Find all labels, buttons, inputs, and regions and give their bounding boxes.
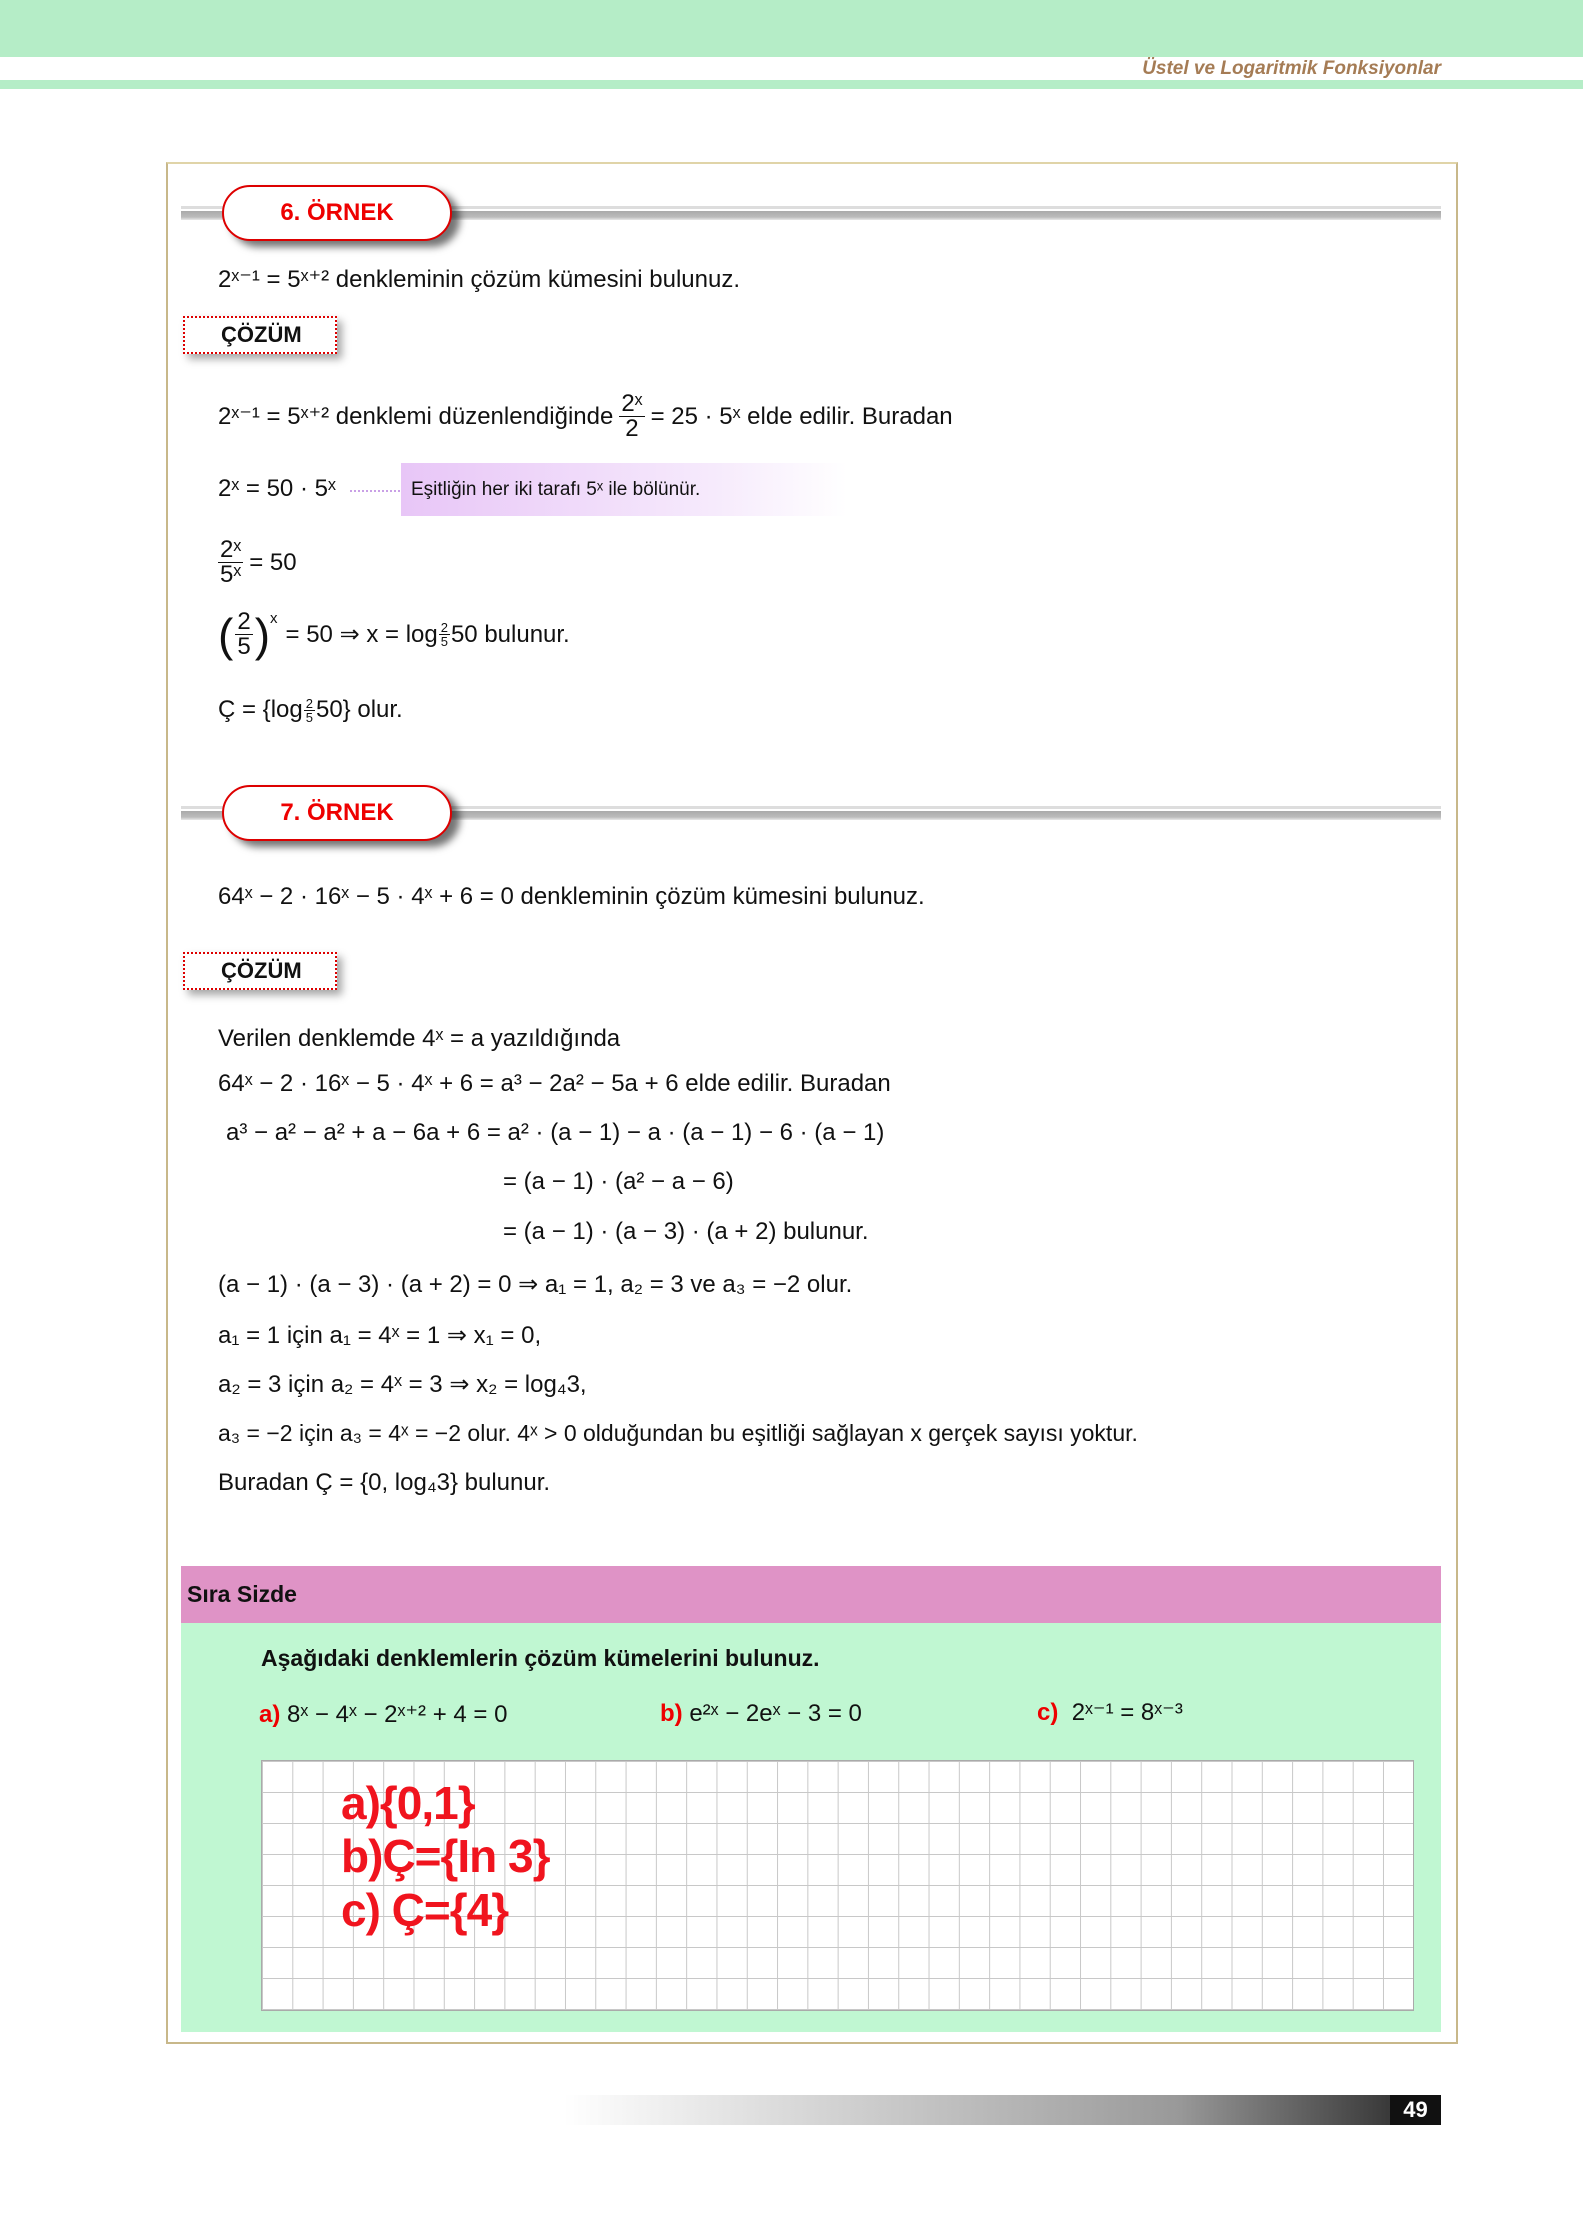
denominator: 5 [440, 634, 448, 649]
item-label: c) [1037, 1698, 1059, 1726]
exercise-item-b [660, 1700, 862, 1728]
chapter-title: Üstel ve Logaritmik Fonksiyonlar [1142, 58, 1441, 79]
paren: ( [218, 608, 234, 661]
item-equation: 8ˣ − 4ˣ − 2ˣ⁺² + 4 = 0 [287, 1701, 508, 1728]
denominator: 5 [305, 709, 313, 725]
text: = 25 · 5ˣ elde edilir. Buradan [650, 402, 953, 430]
text: 50 bulunur. [450, 620, 570, 648]
answer-b: b)Ç={In 3} [341, 1830, 550, 1882]
text: = 50 ⇒ x = log [285, 621, 438, 648]
page-number-bar [564, 2095, 1441, 2125]
exercise-instruction: Aşağıdaki denklemlerin çözüm kümelerini bulunuz. [261, 1645, 820, 1671]
denominator: 2 [625, 415, 639, 442]
example-7-label: 7. ÖRNEK [222, 785, 452, 841]
log-base [304, 697, 315, 724]
text: = 50 [249, 548, 297, 576]
top-band [0, 0, 1583, 57]
solution-line: 64ˣ − 2 · 16ˣ − 5 · 4ˣ + 6 = a³ − 2a² − 5a + 6 elde edilir. Buradan [218, 1070, 891, 1097]
solution-line: 2ˣ = 50 · 5ˣ [218, 475, 336, 502]
item-equation: 2ˣ⁻¹ = 8ˣ⁻³ [1071, 1699, 1183, 1726]
solution-label: ÇÖZÜM [183, 316, 337, 354]
solution-line: (a − 1) · (a − 3) · (a + 2) = 0 ⇒ a₁ = 1, a₂ = 3 ve a₃ = −2 olur. [218, 1271, 853, 1298]
text: Ç = {log [218, 696, 303, 723]
text: 2ˣ⁻¹ = 5ˣ⁺² denklemi düzenlendiğinde [218, 403, 614, 430]
fraction [218, 538, 243, 587]
numerator: 2ˣ [220, 536, 242, 563]
solution-line: = (a − 1) · (a − 3) · (a + 2) bulunur. [503, 1218, 869, 1245]
denominator: 5ˣ [220, 561, 242, 588]
fraction [235, 610, 252, 659]
exercise-title: Sıra Sizde [181, 1566, 1441, 1623]
example-6-question: 2ˣ⁻¹ = 5ˣ⁺² denkleminin çözüm kümesini bulunuz. [218, 266, 740, 293]
page-number: 49 [1390, 2095, 1441, 2125]
exercise-item-a [259, 1700, 507, 1729]
header-line [0, 80, 1583, 89]
solution-line [218, 538, 297, 587]
solution-line: a³ − a² − a² + a − 6a + 6 = a² · (a − 1) − a · (a − 1) − 6 · (a − 1) [226, 1119, 885, 1146]
answer-a: a){0,1} [341, 1777, 475, 1829]
solution-label: ÇÖZÜM [183, 952, 337, 990]
note-callout: Eşitliğin her iki tarafı 5ˣ ile bölünür. [401, 463, 847, 516]
solution-line [218, 696, 403, 724]
solution-line: a₂ = 3 için a₂ = 4ˣ = 3 ⇒ x₂ = log₄3, [218, 1371, 587, 1398]
solution-line: Verilen denklemde 4ˣ = a yazıldığında [218, 1025, 621, 1052]
item-label: b) [660, 1700, 683, 1727]
denominator: 5 [237, 633, 251, 660]
solution-line: a₁ = 1 için a₁ = 4ˣ = 1 ⇒ x₁ = 0, [218, 1322, 542, 1349]
exponent: x [270, 610, 278, 627]
solution-line: = (a − 1) · (a² − a − 6) [503, 1168, 734, 1195]
paren: ) [254, 608, 271, 661]
solution-line [218, 610, 570, 659]
text: 50} olur. [315, 696, 403, 723]
solution-line: Buradan Ç = {0, log₄3} bulunur. [218, 1469, 551, 1496]
solution-line [218, 392, 953, 441]
dotted-leader [350, 490, 400, 492]
fraction [619, 392, 644, 441]
numerator: 2 [237, 608, 251, 635]
exercise-item-c [1037, 1698, 1183, 1727]
numerator: 2ˣ [621, 390, 643, 417]
answer-c: c) Ç={4} [341, 1884, 509, 1936]
item-equation: e²ˣ − 2eˣ − 3 = 0 [689, 1700, 862, 1727]
solution-line: a₃ = −2 için a₃ = 4ˣ = −2 olur. 4ˣ > 0 olduğundan bu eşitliği sağlayan x gerçek sayısı yoktur. [218, 1420, 1138, 1446]
numerator: 2 [440, 620, 448, 635]
log-base [439, 621, 450, 648]
example-6-label: 6. ÖRNEK [222, 185, 452, 241]
numerator: 2 [305, 695, 313, 711]
example-7-question: 64ˣ − 2 · 16ˣ − 5 · 4ˣ + 6 = 0 denkleminin çözüm kümesini bulunuz. [218, 883, 925, 910]
item-label: a) [259, 1700, 281, 1728]
